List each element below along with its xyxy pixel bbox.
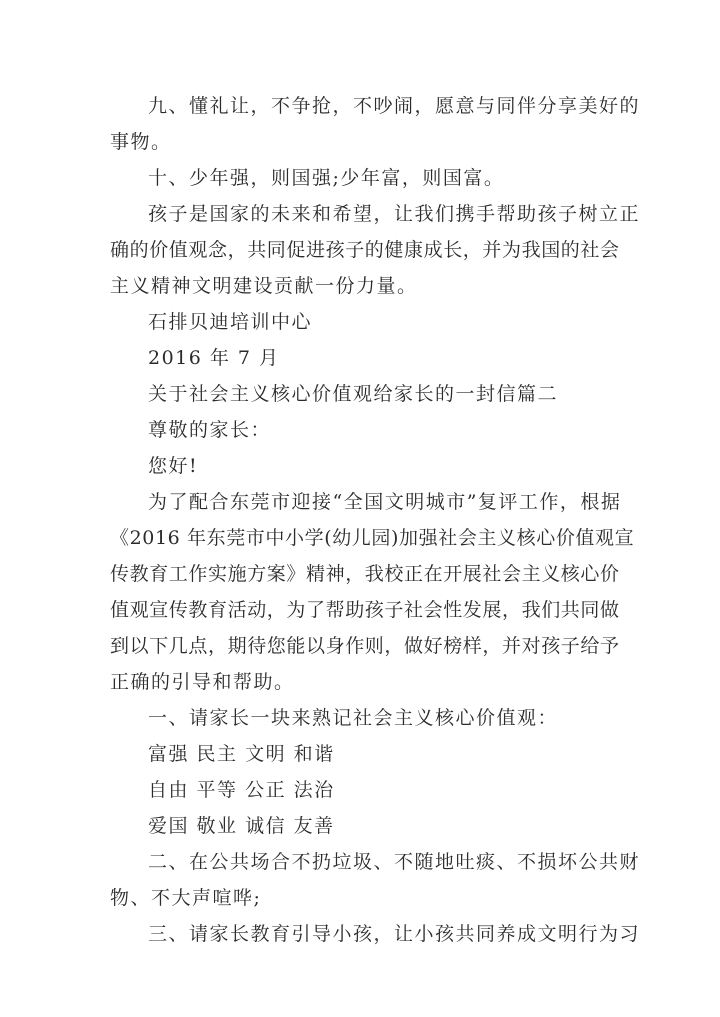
text-line: 尊敬的家长：	[148, 419, 272, 441]
text-line: 关于社会主义核心价值观给家长的一封信篇二	[148, 383, 559, 405]
text-line: 为了配合东莞市迎接“全国文明城市”复评工作，根据	[148, 491, 622, 513]
text-line: 富强 民主 文明 和谐	[148, 743, 335, 765]
text-line: 《2016 年东莞市中小学(幼儿园)加强社会主义核心价值观宣	[110, 527, 635, 549]
text-line: 2016 年 7 月	[148, 347, 280, 369]
text-line: 一、请家长一块来熟记社会主义核心价值观：	[148, 707, 559, 729]
text-line: 到以下几点，期待您能以身作则，做好榜样，并对孩子给予	[110, 635, 620, 657]
text-line: 正确的引导和帮助。	[110, 671, 295, 693]
text-line: 二、在公共场合不扔垃圾、不随地吐痰、不损坏公共财	[148, 851, 641, 873]
text-line: 自由 平等 公正 法治	[148, 779, 335, 801]
text-line: 传教育工作实施方案》精神，我校正在开展社会主义核心价	[110, 563, 620, 585]
text-line: 爱国 敬业 诚信 友善	[148, 815, 335, 837]
text-line: 三、请家长教育引导小孩，让小孩共同养成文明行为习	[148, 923, 641, 945]
text-line: 事物。	[110, 131, 172, 153]
text-line: 值观宣传教育活动，为了帮助孩子社会性发展，我们共同做	[110, 599, 620, 621]
text-line: 十、少年强，则国强;少年富，则国富。	[148, 167, 505, 189]
text-line: 您好!	[148, 455, 199, 477]
text-line: 确的价值观念，共同促进孩子的健康成长，并为我国的社会	[110, 239, 620, 261]
text-line: 物、不大声喧哗;	[110, 887, 262, 909]
text-line: 九、懂礼让，不争抢，不吵闹，愿意与同伴分享美好的	[148, 95, 641, 117]
text-line: 石排贝迪培训中心	[148, 311, 313, 333]
text-line: 主义精神文明建设贡献一份力量。	[110, 275, 418, 297]
text-line: 孩子是国家的未来和希望，让我们携手帮助孩子树立正	[148, 203, 641, 225]
